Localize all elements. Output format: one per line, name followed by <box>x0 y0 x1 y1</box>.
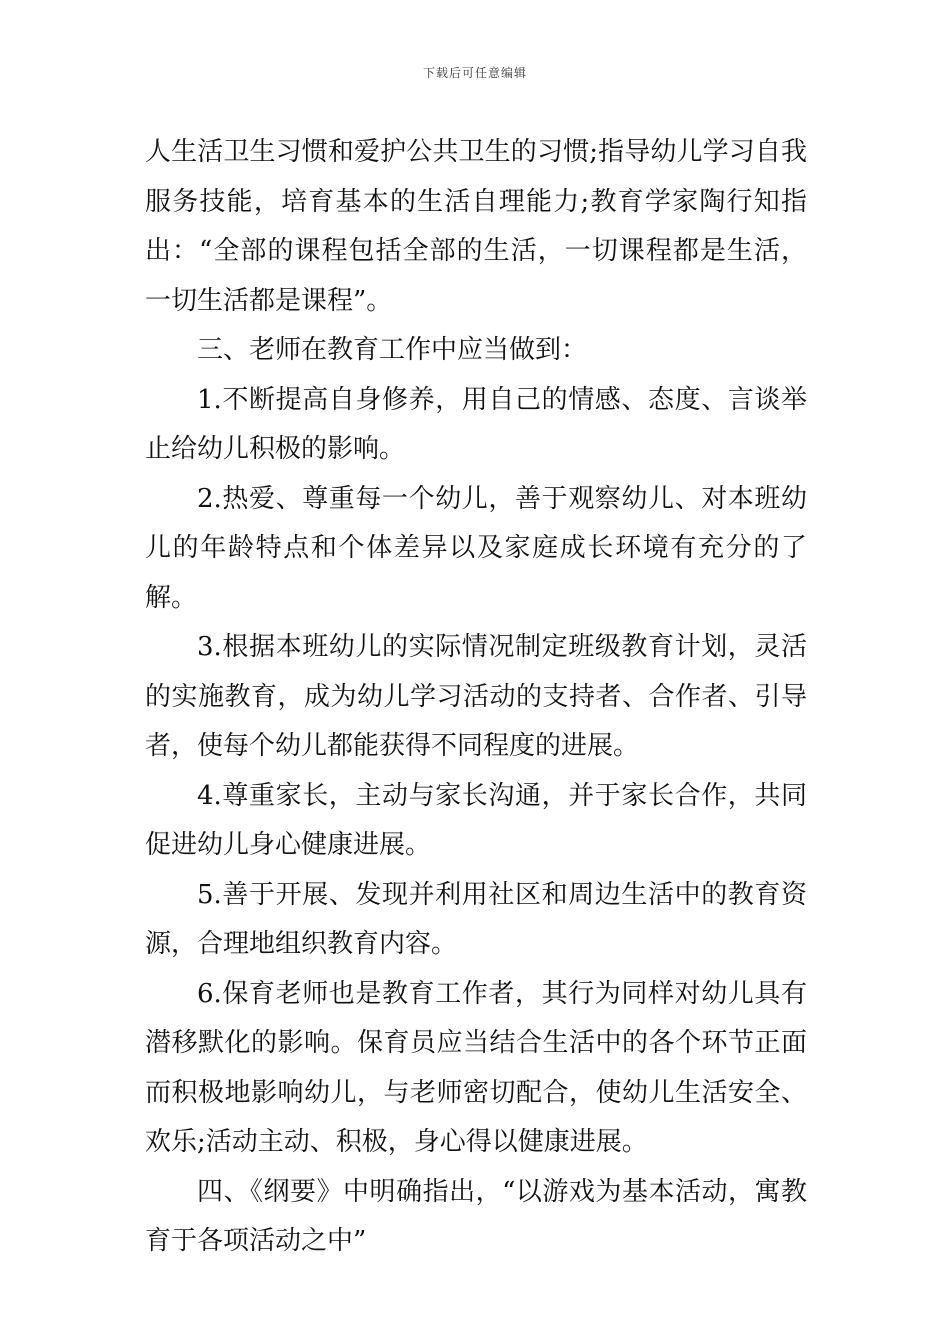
list-item: 1.不断提高自身修养，用自己的情感、态度、言谈举止给幼儿积极的影响。 <box>145 384 807 464</box>
list-item: 4.尊重家长，主动与家长沟通，并于家长合作，共同促进幼儿身心健康进展。 <box>145 780 807 860</box>
list-item: 3.根据本班幼儿的实际情况制定班级教育计划，灵活的实施教育，成为幼儿学习活动的支持者、合作者、引导者，使每个幼儿都能获得不同程度的进展。 <box>145 632 807 761</box>
page-header: 下载后可任意编辑 <box>422 66 527 80</box>
list-item: 2.热爱、尊重每一个幼儿，善于观察幼儿、对本班幼儿的年龄特点和个体差异以及家庭成长环境有充分的了解。 <box>145 483 807 613</box>
list-item: 5.善于开展、发现并利用社区和周边生活中的教育资源，合理地组织教育内容。 <box>145 879 807 959</box>
list-item: 6.保育老师也是教育工作者，其行为同样对幼儿具有潜移默化的影响。保育员应当结合生活中的各个环节正面而积极地影响幼儿，与老师密切配合，使幼儿生活安全、欢乐;活动主动、积极，身心得以健康进展。 <box>145 978 807 1157</box>
section-heading-three: 三、老师在教育工作中应当做到： <box>197 335 588 365</box>
paragraph-continuation: 人生活卫生习惯和爱护公共卫生的习惯;指导幼儿学习自我服务技能，培育基本的生活自理能力;教育学家陶行知指出：“全部的课程包括全部的生活，一切课程都是生活，一切生活都是课程”。 <box>145 137 807 316</box>
section-heading-four: 四、《纲要》中明确指出，“以游戏为基本活动，寓教育于各项活动之中” <box>145 1176 807 1256</box>
document-body <box>145 128 807 1267</box>
